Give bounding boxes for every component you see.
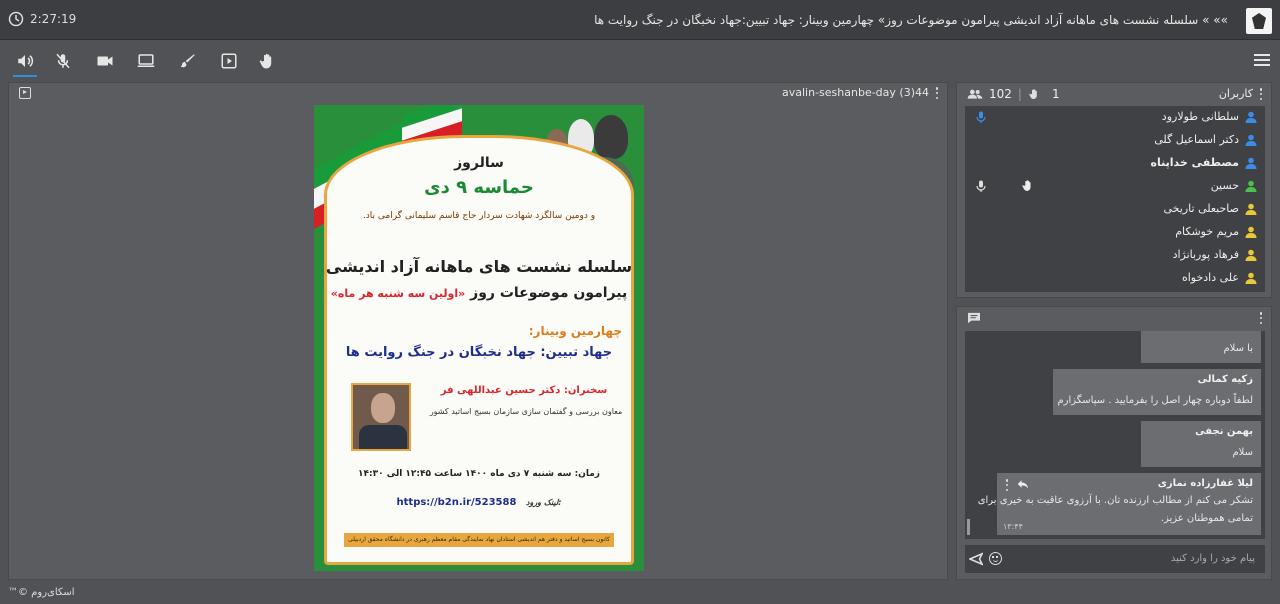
user-name: دکتر اسماعیل گلی <box>1154 133 1239 146</box>
poster-speaker-role: معاون بررسی و گفتمان سازی سازمان بسیج اساتید کشور <box>429 407 623 416</box>
chat-messages[interactable] <box>965 331 1265 539</box>
speaker-photo <box>351 383 411 451</box>
toolbar <box>0 41 1280 79</box>
user-name: سلطانی طولارود <box>1161 110 1239 123</box>
user-icon <box>1245 203 1257 215</box>
presentation-toggle-icon[interactable] <box>19 87 31 99</box>
session-timer <box>8 11 76 27</box>
chat-scrollbar[interactable] <box>967 519 970 535</box>
user-icon <box>1245 272 1257 284</box>
user-name: مصطفی خداپناه <box>1150 156 1239 169</box>
speaker-button[interactable] <box>15 51 35 71</box>
timer-text: 2:27:19 <box>30 12 77 26</box>
raise-hand-count-icon <box>1028 88 1040 100</box>
clock-icon <box>8 11 24 27</box>
presentation-button[interactable] <box>219 51 239 71</box>
chat-message: بهمن نجفی سلام <box>1141 421 1261 467</box>
user-row[interactable] <box>965 267 1265 290</box>
mic-icon <box>975 180 987 192</box>
raise-hand-button[interactable] <box>257 51 277 71</box>
send-icon[interactable] <box>969 552 983 566</box>
mic-icon <box>975 111 987 123</box>
stage-header <box>9 83 947 103</box>
poster-anniversary: سالروز <box>454 155 504 171</box>
user-row[interactable] <box>965 106 1265 129</box>
poster-webinar-label: چهارمین وبینار: <box>528 324 622 338</box>
poster-link-row <box>314 497 644 508</box>
poster-epic: حماسه ۹ دی <box>424 177 534 198</box>
emoji-icon[interactable] <box>989 552 1002 565</box>
user-icon <box>1245 134 1257 146</box>
poster-footer: کانون بسیج اساتید و دفتر هم اندیشی استادان نهاد نمایندگی مقام معظم رهبری در دانشگاه محقق اردبیلی <box>344 533 614 547</box>
poster-webinar-title: جهاد تبیین: جهاد نخبگان در جنگ روایت ها <box>345 345 613 360</box>
user-name: علی دادخواه <box>1181 271 1239 284</box>
presentation-file-name: avalin-seshanbe-day (3)44 <box>782 86 929 99</box>
title-bar <box>0 0 1280 40</box>
people-icon <box>967 88 983 100</box>
user-row[interactable] <box>965 244 1265 267</box>
raised-hands-count: 1 <box>1051 87 1060 101</box>
presentation-slide <box>314 105 644 571</box>
user-row[interactable] <box>965 198 1265 221</box>
whiteboard-button[interactable] <box>178 51 198 71</box>
user-row[interactable] <box>965 152 1265 175</box>
poster-speaker: سخنران: دکتر حسین عبداللهی فر <box>440 385 608 396</box>
users-count: 102 <box>989 87 1012 101</box>
users-header <box>957 83 1271 105</box>
status-bar <box>0 584 1280 604</box>
chat-message: زکیه کمالی لطفاً دوباره چهار اصل را بفرمایید . سپاسگزارم <box>1053 369 1261 415</box>
raise-hand-icon <box>1021 179 1034 192</box>
camera-icon <box>96 52 114 70</box>
user-row[interactable] <box>965 129 1265 152</box>
user-name: مریم خوشکام <box>1175 225 1239 238</box>
mic-button[interactable] <box>53 51 73 71</box>
user-icon <box>1245 157 1257 169</box>
stage-options-icon[interactable] <box>935 87 939 99</box>
user-row[interactable] <box>965 175 1265 198</box>
user-name: صاحبعلی تاریخی <box>1163 202 1239 215</box>
user-name: حسین <box>1210 179 1239 192</box>
mic-off-icon <box>54 52 72 70</box>
chat-input-placeholder: پیام خود را وارد کنید <box>1170 553 1255 564</box>
presentation-stage <box>8 82 948 580</box>
chat-icon <box>967 312 981 324</box>
user-icon <box>1245 180 1257 192</box>
menu-button[interactable] <box>1254 54 1270 66</box>
poster-time: زمان: سه شنبه ۷ دی ماه ۱۴۰۰ ساعت ۱۲:۴۵ الی ۱۴:۳۰ <box>358 469 600 479</box>
user-row[interactable] <box>965 221 1265 244</box>
poster-series-line1: سلسله نشست های ماهانه آزاد اندیشی <box>325 257 633 276</box>
speaker-icon <box>16 52 34 70</box>
poster-link-url: https://b2n.ir/523588 <box>396 497 517 508</box>
poster-second-anniversary: و دومین سالگرد شهادت سردار حاج قاسم سلیمانی گرامی باد. <box>362 211 596 221</box>
menu-icon <box>1254 54 1270 56</box>
user-icon <box>1245 226 1257 238</box>
users-panel <box>956 82 1272 298</box>
brand-label: اسکای‌روم ©™ <box>8 587 75 598</box>
message-time: ۱۳:۴۴ <box>1003 522 1023 531</box>
chat-message: لیلا غفارزاده نمازی تشکر می کنم از مطالب ارزنده تان. با آرزوی عاقبت به خیری برای تمامی هموطنان عزیز. ۱۳:۴۴ <box>997 473 1261 535</box>
presentation-icon <box>220 52 238 70</box>
message-options-icon[interactable] <box>1005 479 1009 491</box>
screen-share-icon <box>137 52 155 70</box>
users-panel-title: کاربران <box>1218 87 1253 100</box>
brush-icon <box>179 52 197 70</box>
user-icon <box>1245 111 1257 123</box>
logo <box>1246 8 1272 34</box>
user-list <box>965 106 1265 292</box>
chat-options-icon[interactable] <box>1259 312 1263 324</box>
screen-share-button[interactable] <box>136 51 156 71</box>
camera-button[interactable] <box>95 51 115 71</box>
room-title: »» » سلسله نشست های ماهانه آزاد اندیشی پیرامون موضوعات روز» چهارمین وبینار: جهاد تبیین:جهاد نخبگان در جنگ روایت ها <box>594 13 1228 27</box>
users-options-icon[interactable] <box>1259 88 1263 100</box>
poster-link-label: لینک ورود: <box>525 498 562 507</box>
raise-hand-icon <box>258 52 276 70</box>
reply-icon[interactable] <box>1017 479 1029 489</box>
chat-panel <box>956 306 1272 580</box>
poster-series-line2: پیرامون موضوعات روز «اولین سه شنبه هر ماه» <box>330 285 628 301</box>
user-name: فرهاد پوربانژاد <box>1172 248 1239 261</box>
chat-message: با سلام <box>1141 331 1261 363</box>
chat-input[interactable] <box>965 545 1265 573</box>
users-counts: 102 | 1 <box>967 87 1060 101</box>
user-icon <box>1245 249 1257 261</box>
